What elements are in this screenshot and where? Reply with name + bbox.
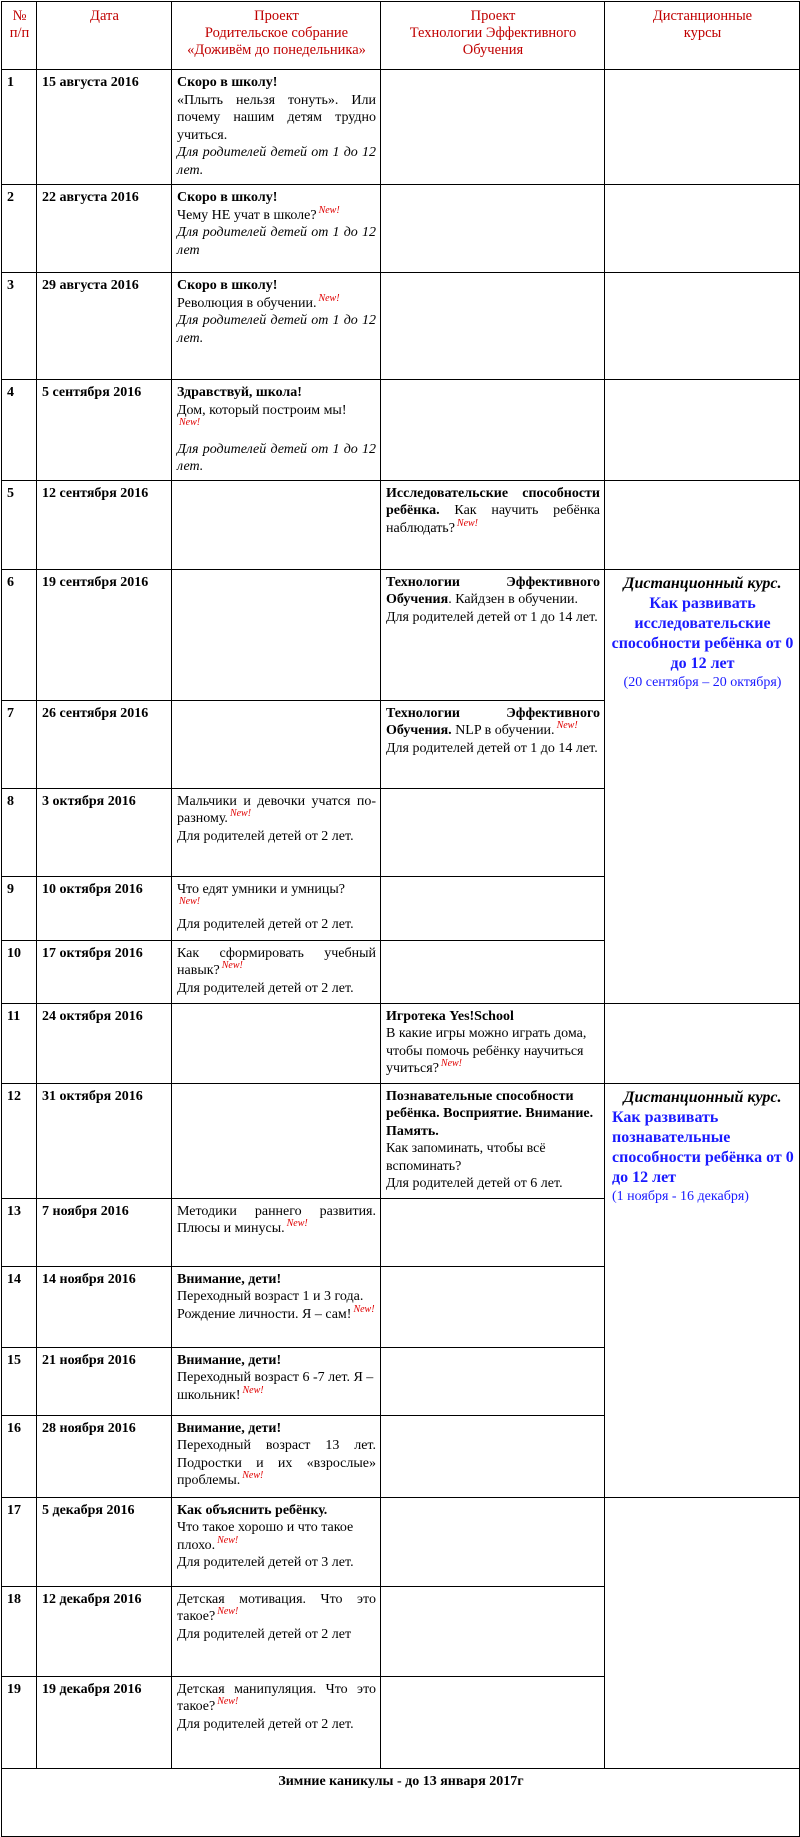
new-badge: New! <box>456 517 479 529</box>
topic-audience: Для родителей детей от 1 до 14 лет. <box>386 609 598 625</box>
topic-text: Чему НЕ учат в школе? $^{New!}$ <box>177 204 340 223</box>
header-project-2: Проект Технологии Эффективного Обучения <box>381 2 605 70</box>
course-cell <box>605 480 800 569</box>
project-1-cell <box>172 185 381 273</box>
topic-text: Переходный возраст 1 и 3 года. Рождение личности. Я – сам! $^{New!}$ <box>177 1289 375 1322</box>
topic-audience: Для родителей детей от 1 до 12 лет. <box>177 145 376 178</box>
topic-audience: Для родителей детей от 1 до 12 лет. <box>177 313 376 346</box>
table-row <box>2 1083 800 1198</box>
row-date: 28 ноября 2016 <box>37 1415 172 1497</box>
new-badge: New! <box>217 1696 239 1708</box>
topic-text: Мальчики и девочки учатся по-разному. $^{New!}$ <box>177 793 376 826</box>
project-1-cell <box>172 1586 381 1676</box>
topic-audience: Для родителей детей от 6 лет. <box>386 1176 563 1191</box>
winter-holidays-note: Зимние каникулы - до 13 января 2017г <box>2 1768 800 1836</box>
new-badge: New! <box>229 808 252 820</box>
topic-audience: Для родителей детей от 1 до 12 лет. <box>177 441 376 474</box>
project-2-cell <box>381 1497 605 1586</box>
new-badge: New! <box>217 1606 239 1618</box>
row-number: 5 <box>2 480 37 569</box>
topic-text: Революция в обучении. $^{New!}$ <box>177 292 340 311</box>
topic-text: Что едят умники и умницы? $^{New!}$ <box>177 881 345 908</box>
header-row <box>2 2 800 70</box>
row-date: 5 сентября 2016 <box>37 380 172 481</box>
new-badge: New! <box>179 896 201 908</box>
topic-audience: Для родителей детей от 2 лет. <box>177 828 354 844</box>
row-number: 7 <box>2 700 37 788</box>
course-label: Дистанционный курс. <box>623 574 782 592</box>
header-courses: Дистанционные курсы <box>605 2 800 70</box>
topic-text: . Кайдзен в обучении. <box>448 592 579 607</box>
row-date: 12 декабря 2016 <box>37 1586 172 1676</box>
project-2-cell <box>381 876 605 940</box>
topic-text: Дом, который построим мы! $^{New!}$ <box>177 402 347 429</box>
row-number: 1 <box>2 70 37 185</box>
new-badge: New! <box>318 204 340 216</box>
project-1-cell <box>172 1266 381 1347</box>
project-2-cell <box>381 700 605 788</box>
project-2-cell <box>381 940 605 1003</box>
project-1-cell <box>172 1003 381 1083</box>
project-1-cell <box>172 788 381 876</box>
header-date: Дата <box>37 2 172 70</box>
topic-title: Игротека Yes!School <box>386 1008 514 1024</box>
row-number: 4 <box>2 380 37 481</box>
topic-title: Исследовательские способности ребёнка. <box>386 485 600 518</box>
schedule-table <box>1 1 800 1837</box>
row-date: 19 сентября 2016 <box>37 569 172 700</box>
row-date: 31 октября 2016 <box>37 1083 172 1198</box>
row-date: 14 ноября 2016 <box>37 1266 172 1347</box>
project-1-cell <box>172 1497 381 1586</box>
header-project-1: Проект Родительское собрание «Доживём до понедельника» <box>172 2 381 70</box>
topic-title: Скоро в школу! <box>177 190 278 205</box>
row-number: 18 <box>2 1586 37 1676</box>
topic-title: Технологии Эффективного Обучения <box>386 574 600 607</box>
project-2-cell <box>381 1266 605 1347</box>
topic-audience: Для родителей детей от 3 лет. <box>177 1555 354 1570</box>
project-1-cell <box>172 1676 381 1768</box>
topic-title: Внимание, дети! <box>177 1420 282 1436</box>
row-number: 19 <box>2 1676 37 1768</box>
table-row <box>2 70 800 185</box>
project-2-cell <box>381 480 605 569</box>
distance-course-2[interactable] <box>605 1083 800 1497</box>
table-row <box>2 185 800 273</box>
topic-title: Внимание, дети! <box>177 1352 282 1368</box>
new-badge: New! <box>440 1058 463 1070</box>
row-number: 15 <box>2 1347 37 1415</box>
project-1-cell <box>172 700 381 788</box>
new-badge: New! <box>242 1384 264 1396</box>
course-cell <box>605 1003 800 1083</box>
project-1-cell <box>172 70 381 185</box>
course-cell <box>605 185 800 273</box>
project-1-cell <box>172 1083 381 1198</box>
row-date: 10 октября 2016 <box>37 876 172 940</box>
row-date: 5 декабря 2016 <box>37 1497 172 1586</box>
project-1-cell <box>172 480 381 569</box>
row-number: 2 <box>2 185 37 273</box>
row-date: 17 октября 2016 <box>37 940 172 1003</box>
table-row <box>2 480 800 569</box>
row-date: 12 сентября 2016 <box>37 480 172 569</box>
row-number: 12 <box>2 1083 37 1198</box>
row-number: 10 <box>2 940 37 1003</box>
topic-text: «Плыть нельзя тонуть». Или почему нашим детям трудно учиться. <box>177 92 376 143</box>
new-badge: New! <box>318 292 340 304</box>
header-num: № п/п <box>2 2 37 70</box>
project-2-cell <box>381 273 605 380</box>
project-2-cell <box>381 70 605 185</box>
course-cell <box>605 70 800 185</box>
topic-audience: Для родителей детей от 2 лет. <box>177 1716 354 1732</box>
row-date: 7 ноября 2016 <box>37 1198 172 1266</box>
footer-row <box>2 1768 800 1836</box>
course-cell <box>605 273 800 380</box>
row-number: 6 <box>2 569 37 700</box>
project-1-cell <box>172 940 381 1003</box>
course-cell <box>605 380 800 481</box>
row-date: 24 октября 2016 <box>37 1003 172 1083</box>
new-badge: New! <box>286 1218 308 1230</box>
topic-text: NLP в обучении. <box>455 723 555 738</box>
project-2-cell <box>381 1415 605 1497</box>
project-2-cell <box>381 1347 605 1415</box>
topic-audience: Для родителей детей от 1 до 12 лет <box>177 225 376 258</box>
topic-text: Детская манипуляция. Что это такое? $^{New!}$ <box>177 1681 376 1714</box>
table-row <box>2 380 800 481</box>
table-row <box>2 1003 800 1083</box>
row-number: 3 <box>2 273 37 380</box>
row-date: 22 августа 2016 <box>37 185 172 273</box>
topic-text: Как запоминать, чтобы всё вспоминать? <box>386 1141 546 1174</box>
project-1-cell <box>172 569 381 700</box>
project-1-cell <box>172 380 381 481</box>
topic-audience: Для родителей детей от 2 лет <box>177 1626 352 1642</box>
topic-text: В какие игры можно играть дома, чтобы помочь ребёнку научиться учиться? $^{New!}$ <box>386 1026 587 1076</box>
topic-text: Как научить ребёнка наблюдать? <box>386 503 601 536</box>
project-1-cell <box>172 876 381 940</box>
row-date: 15 августа 2016 <box>37 70 172 185</box>
row-number: 14 <box>2 1266 37 1347</box>
project-2-cell <box>381 1003 605 1083</box>
project-1-cell <box>172 1415 381 1497</box>
topic-text: Что такое хорошо и что такое плохо. $^{New!}$ <box>177 1520 354 1553</box>
project-1-cell <box>172 1198 381 1266</box>
topic-title: Внимание, дети! <box>177 1271 282 1287</box>
row-date: 3 октября 2016 <box>37 788 172 876</box>
topic-title: Здравствуй, школа! <box>177 385 302 400</box>
row-number: 17 <box>2 1497 37 1586</box>
table-row <box>2 1497 800 1586</box>
topic-title: Познавательные способности ребёнка. Восприятие. Внимание. Память. <box>386 1088 594 1139</box>
table-row <box>2 569 800 700</box>
new-badge: New! <box>556 720 578 732</box>
row-number: 9 <box>2 876 37 940</box>
row-date: 21 ноября 2016 <box>37 1347 172 1415</box>
project-1-cell <box>172 1347 381 1415</box>
project-2-cell <box>381 1198 605 1266</box>
project-2-cell <box>381 569 605 700</box>
topic-text: Детская мотивация. Что это такое? $^{New!}$ <box>177 1591 376 1624</box>
topic-text: Переходный возраст 13 лет. Подростки и их «взрослые» проблемы. $^{New!}$ <box>177 1438 376 1488</box>
row-date: 29 августа 2016 <box>37 273 172 380</box>
row-date: 26 сентября 2016 <box>37 700 172 788</box>
new-badge: New! <box>179 417 201 429</box>
new-badge: New! <box>217 1534 239 1546</box>
project-2-cell <box>381 380 605 481</box>
project-2-cell <box>381 1676 605 1768</box>
topic-text: Как сформировать учебный навык? $^{New!}$ <box>177 945 376 978</box>
row-number: 8 <box>2 788 37 876</box>
topic-audience: Для родителей детей от 2 лет. <box>177 980 354 996</box>
course-label: Дистанционный курс. <box>623 1088 782 1106</box>
row-date: 19 декабря 2016 <box>37 1676 172 1768</box>
course-dates: (20 сентября – 20 октября) <box>623 674 782 690</box>
course-name: Как развивать познавательные способности ребёнка от 0 до 12 лет <box>612 1108 794 1186</box>
topic-text: Методики раннего развития. Плюсы и минусы. <box>177 1203 376 1236</box>
course-name: Как развивать исследовательские способности ребёнка от 0 до 12 лет <box>611 594 794 672</box>
row-number: 13 <box>2 1198 37 1266</box>
topic-title: Скоро в школу! <box>177 75 278 90</box>
project-2-cell <box>381 185 605 273</box>
project-2-cell <box>381 1083 605 1198</box>
table-row <box>2 273 800 380</box>
topic-title: Скоро в школу! <box>177 278 278 293</box>
new-badge: New! <box>242 1470 264 1482</box>
new-badge: New! <box>221 960 243 972</box>
row-number: 11 <box>2 1003 37 1083</box>
distance-course-1[interactable] <box>605 569 800 1003</box>
course-cell <box>605 1497 800 1768</box>
topic-text: Переходный возраст 6 -7 лет. Я – школьник! $^{New!}$ <box>177 1370 374 1403</box>
project-1-cell <box>172 273 381 380</box>
topic-title: Как объяснить ребёнку. <box>177 1502 328 1518</box>
project-2-cell <box>381 788 605 876</box>
topic-audience: Для родителей детей от 1 до 14 лет. <box>386 740 598 756</box>
new-badge: New! <box>353 1303 375 1315</box>
row-number: 16 <box>2 1415 37 1497</box>
course-dates: (1 ноября - 16 декабря) <box>612 1188 749 1204</box>
project-2-cell <box>381 1586 605 1676</box>
topic-title: Технологии Эффективного Обучения. <box>386 705 600 738</box>
topic-audience: Для родителей детей от 2 лет. <box>177 916 354 932</box>
